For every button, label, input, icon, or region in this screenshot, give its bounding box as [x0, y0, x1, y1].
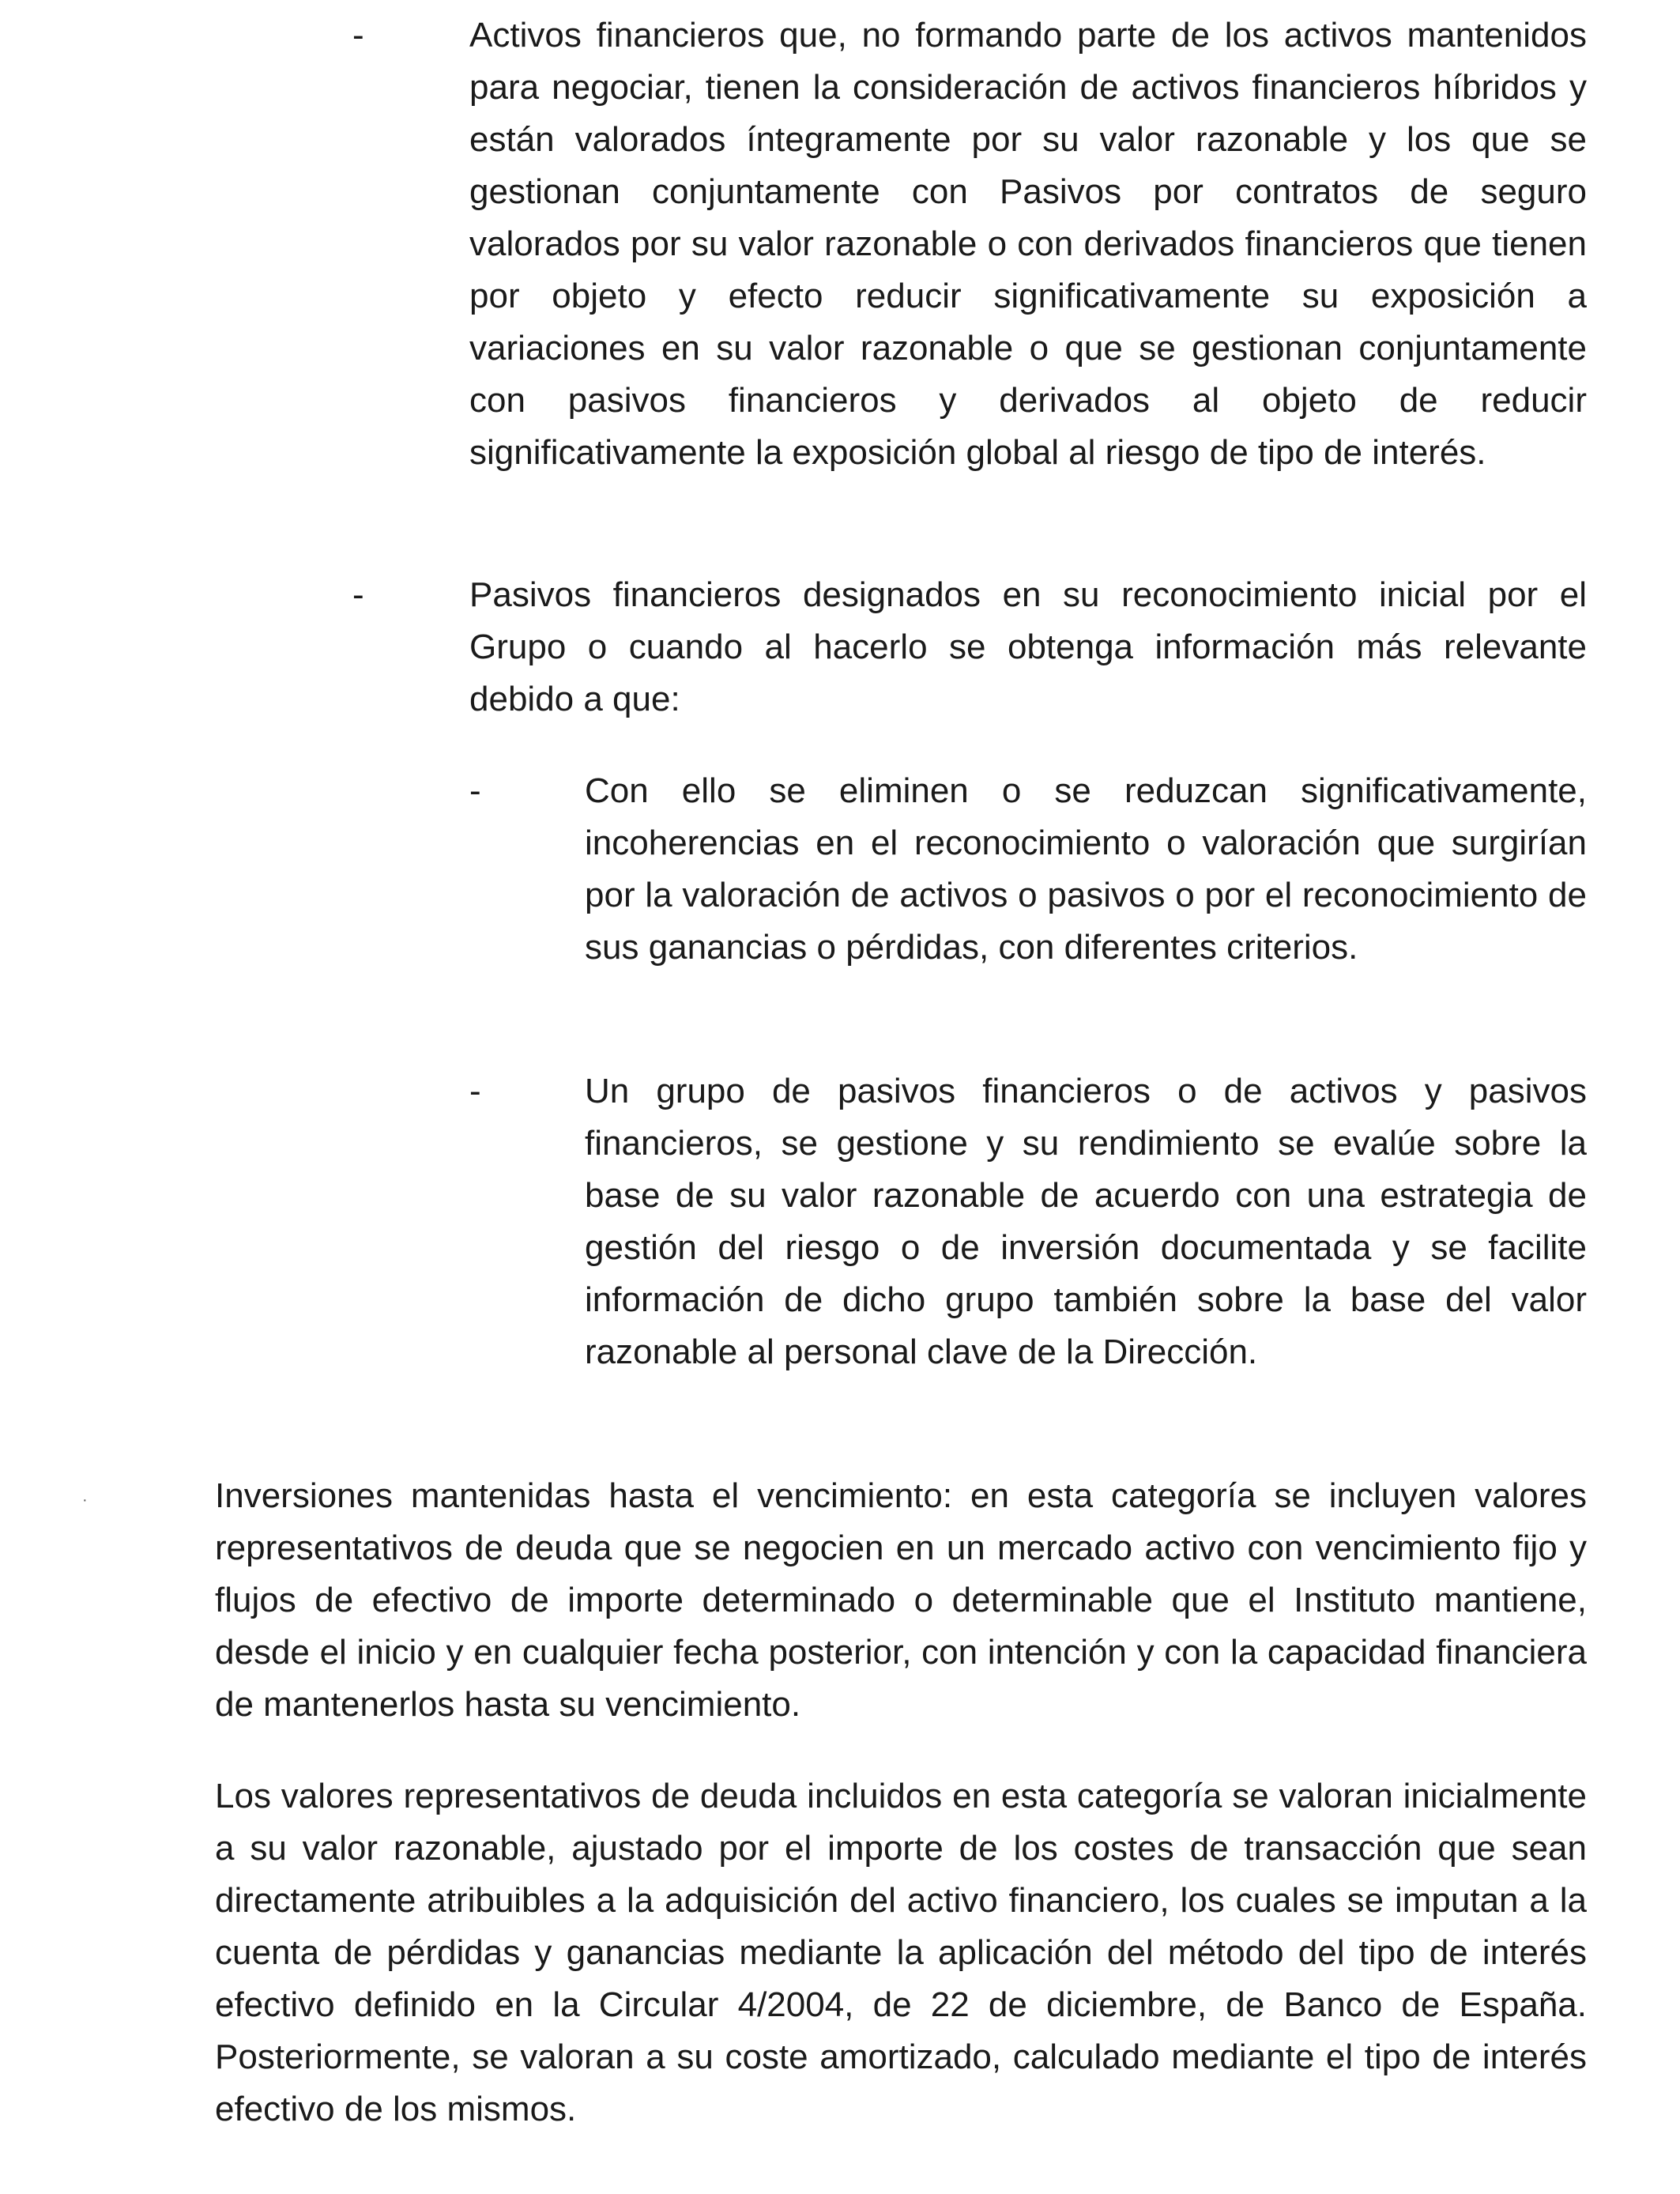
paragraph-valores-representativos: Los valores representativos de deuda incluidos en esta categoría se valoran inicialmente a su valor razonable, ajustado por el importe de los costes de transacción que sean directamente atribuibles a la adquisición del activo financiero, los cuales se imputan a la cuenta de pérdidas y ganancias mediante la aplicación del método del tipo de interés efectivo definido en la Circular 4/2004, de 22 de diciembre, de Banco de España. Posteriormente, se valoran a su coste amortizado, calculado mediante el tipo de interés efectivo de los mismos. [215, 1777, 1587, 2128]
bullet-dash: - [352, 575, 364, 614]
stray-mark: · [82, 1491, 88, 1509]
sub-bullet-dash: - [469, 771, 481, 810]
sub-list-item-grupo-pasivos: Un grupo de pasivos financieros o de activos y pasivos financieros, se gestione y su rendimiento se evalúe sobre la base de su valor razonable de acuerdo con una estrategia de gestión del riesgo o de inversión documentada y se facilite información de dicho grupo también sobre la base del valor razonable al personal clave de la Dirección. [585, 1072, 1587, 1371]
list-item-activos-financieros: Activos financieros que, no formando parte de los activos mantenidos para negociar, tienen la consideración de activos financieros híbridos y están valorados íntegramente por su valor razonable y los que se gestionan conjuntamente con Pasivos por contratos de seguro valorados por su valor razonable o con derivados financieros que tienen por objeto y efecto reducir significativamente su exposición a variaciones en su valor razonable o que se gestionan conjuntamente con pasivos financieros y derivados al objeto de reducir significativamente la exposición global al riesgo de tipo de interés. [469, 16, 1587, 472]
list-item-pasivos-financieros: Pasivos financieros designados en su reconocimiento inicial por el Grupo o cuando al hacerlo se obtenga información más relevante debido a que: [469, 575, 1587, 718]
sub-bullet-dash: - [469, 1072, 481, 1110]
sub-list-item-eliminen-incoherencias: Con ello se eliminen o se reduzcan significativamente, incoherencias en el reconocimiento o valoración que surgirían por la valoración de activos o pasivos o por el reconocimiento de sus ganancias o pérdidas, con diferentes criterios. [585, 771, 1587, 967]
paragraph-inversiones-vencimiento: Inversiones mantenidas hasta el vencimiento: en esta categoría se incluyen valores representativos de deuda que se negocien en un mercado activo con vencimiento fijo y flujos de efectivo de importe determinado o determinable que el Instituto mantiene, desde el inicio y en cualquier fecha posterior, con intención y con la capacidad financiera de mantenerlos hasta su vencimiento. [215, 1476, 1587, 1724]
bullet-dash: - [352, 16, 364, 55]
